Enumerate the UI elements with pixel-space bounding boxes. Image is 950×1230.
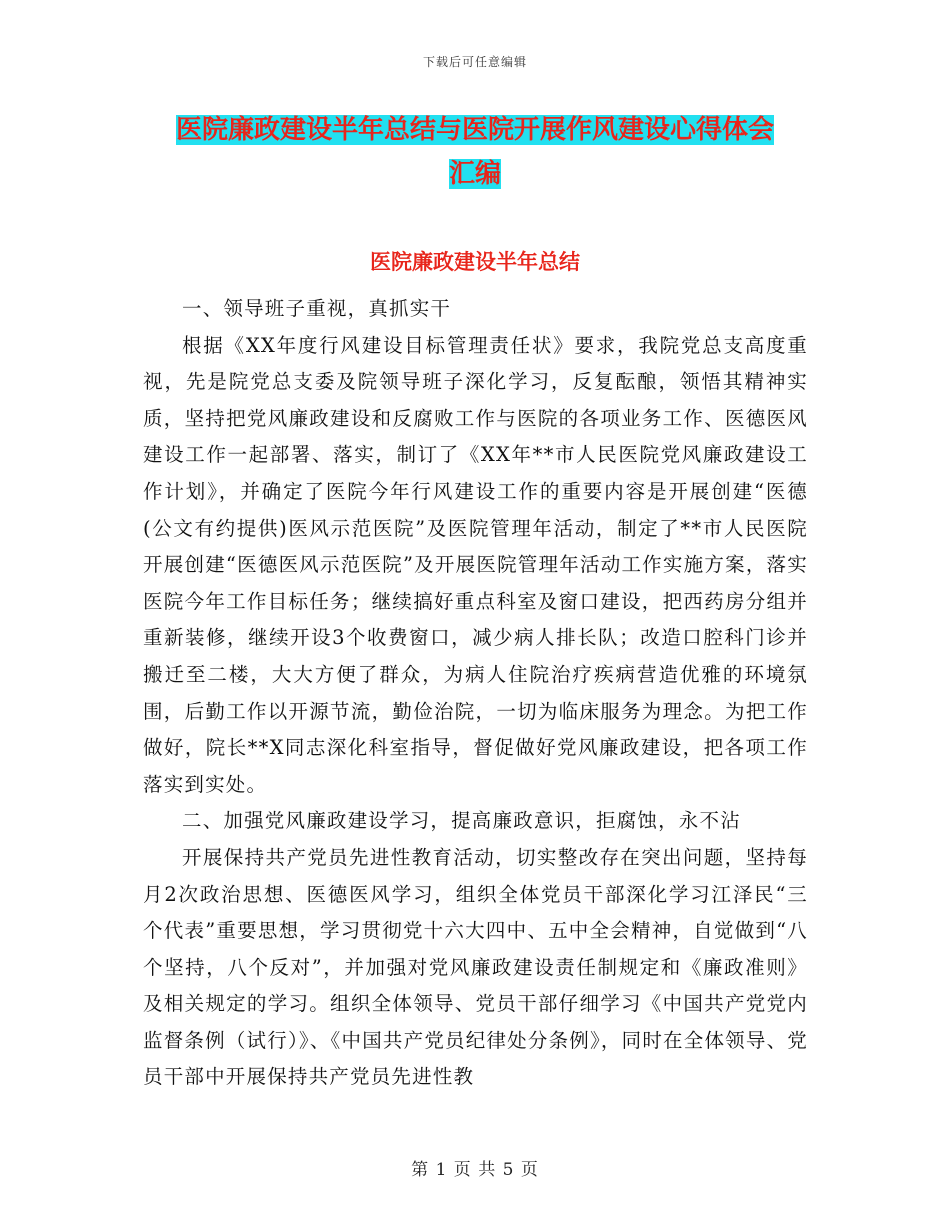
body-paragraph: 根据《XX年度行风建设目标管理责任状》要求，我院党总支高度重视，先是院党总支委及院领导班子深化学习，反复酝酿，领悟其精神实质，坚持把党风廉政建设和反腐败工作与医院的各项业务工作、医德医风建设工作一起部署、落实，制订了《XX年**市人民医院党风廉政建设工作计划》，并确定了医院今年行风建设工作的重要内容是开展创建“医德(公文有约提供)医风示范医院”及医院管理年活动，制定了**市人民医院开展创建“医德医风示范医院”及开展医院管理年活动工作实施方案，落实医院今年工作目标任务；继续搞好重点科室及窗口建设，把西药房分组并重新装修，继续开设3个收费窗口，减少病人排长队；改造口腔科门诊并搬迁至二楼，大大方便了群众，为病人住院治疗疾病营造优雅的环境氛围，后勤工作以开源节流，勤俭治院，一切为临床服务为理念。为把工作做好，院长**X同志深化科室指导，督促做好党风廉政建设，把各项工作落实到实处。 [143,333,808,796]
body-paragraph-heading-1: 一、领导班子重视，真抓实干 [182,297,452,320]
section-title: 医院廉政建设半年总结 [370,249,580,274]
body-paragraph-heading-2: 二、加强党风廉政建设学习，提高廉政意识，拒腐蚀，永不沾 [182,809,741,833]
page-header-note: 下载后可任意编辑 [422,55,527,69]
document-title-line-2 [0,152,950,196]
document-title-line-1-text: 医院廉政建设半年总结与医院开展作风建设心得体会 [175,115,774,145]
body-paragraph: 开展保持共产党员先进性教育活动，切实整改存在突出问题，坚持每月2次政治思想、医德医风学习，组织全体党员干部深化学习江泽民“三个代表”重要思想，学习贯彻党十六大四中、五中全会精神，自觉做到“八个坚持，八个反对”，并加强对党风廉政建设责任制规定和《廉政准则》及相关规定的学习。组织全体领导、党员干部仔细学习《中国共产党党内监督条例（试行）》、《中国共产党员纪律处分条例》，同时在全体领导、党员干部中开展保持共产党员先进性教 [143,845,808,1089]
document-title-line-2-text: 汇编 [448,159,501,189]
page-number-footer: 第 1 页 共 5 页 [411,1160,539,1180]
document-title-line-1 [0,108,950,152]
document-body [143,291,808,1096]
